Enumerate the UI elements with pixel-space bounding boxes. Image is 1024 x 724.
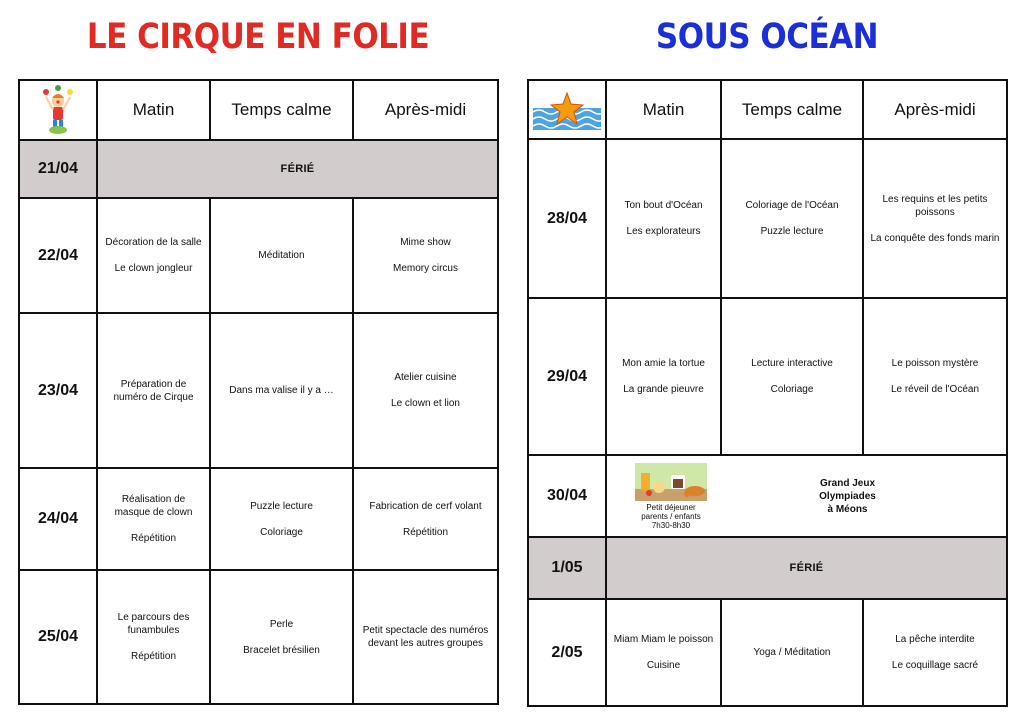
breakfast-line: parents / enfants: [641, 511, 701, 521]
activity: Méditation: [258, 250, 305, 261]
starfish-waves-icon: [533, 90, 601, 130]
activity-cell-temps-calme: [210, 570, 353, 704]
activity: Préparation de numéro de Cirque: [113, 378, 194, 403]
column-header-apres-midi: Après-midi: [353, 80, 498, 140]
day-date: 21/04: [19, 140, 97, 198]
activity: Répétition: [402, 526, 449, 538]
day-row: [19, 468, 498, 570]
holiday-cell: FÉRIÉ: [97, 140, 498, 198]
breakfast-event: [627, 463, 715, 530]
day-date: 25/04: [19, 570, 97, 704]
activity: La conquête des fonds marin: [870, 232, 1000, 244]
activity-cell-apres-midi: [353, 570, 498, 704]
breakfast-line: Petit déjeuner: [646, 502, 696, 512]
day-row: [528, 298, 1007, 455]
activity: Coloriage: [770, 384, 814, 395]
clown-juggler-icon: [38, 84, 78, 136]
activity: Le clown jongleur: [114, 263, 193, 274]
activity-cell-matin: [97, 198, 210, 313]
activity-cell-temps-calme: [721, 599, 863, 706]
day-row: [19, 140, 498, 198]
special-event-cell: [606, 455, 1007, 537]
header-row: [528, 80, 1007, 139]
column-header-temps-calme: Temps calme: [721, 80, 863, 139]
activity-cell-apres-midi: [863, 599, 1007, 706]
activity: Puzzle lecture: [760, 226, 824, 237]
column-header-apres-midi: Après-midi: [863, 80, 1007, 139]
activity-cell-temps-calme: [210, 468, 353, 570]
header-row: [19, 80, 498, 140]
activity-cell-matin: [97, 570, 210, 704]
activity-cell-temps-calme: [210, 313, 353, 468]
activity-cell-apres-midi: [863, 139, 1007, 298]
activity: Répétition: [130, 533, 177, 544]
activity: Décoration de la salle: [105, 237, 202, 248]
activity: Dans ma valise il y a …: [229, 385, 334, 396]
activity: Bracelet brésilien: [243, 644, 320, 656]
activity-cell-temps-calme: [721, 139, 863, 298]
activity-cell-temps-calme: [210, 198, 353, 313]
activity: Le poisson mystère: [891, 358, 979, 369]
activity: Cuisine: [646, 660, 681, 671]
activity: Ton bout d'Océan: [624, 200, 703, 211]
activity: Le parcours des funambules: [117, 612, 190, 636]
activity: Memory circus: [392, 263, 458, 274]
breakfast-line: 7h30-8h30: [651, 520, 691, 530]
activity: Puzzle lecture: [250, 500, 313, 512]
cirque-title: LE CIRQUE EN FOLIE: [86, 16, 430, 58]
day-date: 30/04: [528, 455, 606, 537]
day-row: [528, 455, 1007, 537]
activity: Coloriage: [260, 526, 303, 538]
activity: Mime show: [400, 237, 451, 248]
games-line: Olympiades: [819, 490, 876, 502]
activity: Le clown et lion: [391, 398, 460, 409]
day-date: 23/04: [19, 313, 97, 468]
column-header-matin: Matin: [606, 80, 721, 139]
activity-cell-apres-midi: [353, 468, 498, 570]
activity-cell-matin: [97, 468, 210, 570]
cirque-header-icon-cell: [19, 80, 97, 140]
column-header-temps-calme: Temps calme: [210, 80, 353, 140]
activity: Coloriage de l'Océan: [745, 200, 839, 211]
activity-cell-temps-calme: [721, 298, 863, 455]
activity-cell-apres-midi: [353, 313, 498, 468]
activity: Lecture interactive: [751, 358, 833, 369]
day-date: 28/04: [528, 139, 606, 298]
activity: Perle: [269, 618, 294, 630]
activity: Miam Miam le poisson: [613, 634, 714, 645]
activity: Répétition: [130, 651, 177, 662]
activity: Les explorateurs: [626, 226, 701, 237]
activity-cell-apres-midi: [353, 198, 498, 313]
activity-cell-matin: [606, 599, 721, 706]
holiday-cell: FÉRIÉ: [606, 537, 1007, 599]
activity: Le coquillage sacré: [891, 660, 979, 671]
activity: Petit spectacle des numéros devant les autres groupes: [362, 625, 489, 649]
day-row: [19, 570, 498, 704]
activity-cell-matin: [97, 313, 210, 468]
activity-cell-matin: [606, 298, 721, 455]
ocean-title: SOUS OCÉAN: [655, 16, 879, 58]
activity: Les requins et les petits poissons: [882, 193, 988, 218]
activity: Réalisation de masque de clown: [114, 494, 193, 518]
activity: Fabrication de cerf volant: [369, 500, 482, 512]
day-row: [528, 537, 1007, 599]
activity: Atelier cuisine: [394, 372, 457, 383]
activity-cell-apres-midi: [863, 298, 1007, 455]
day-row: [528, 139, 1007, 298]
ocean-header-icon-cell: [528, 80, 606, 139]
activity: La grande pieuvre: [623, 384, 704, 395]
day-date: 22/04: [19, 198, 97, 313]
ocean-schedule-table: [527, 79, 1008, 707]
activity-cell-matin: [606, 139, 721, 298]
day-date: 2/05: [528, 599, 606, 706]
breakfast-photo: [635, 463, 707, 501]
day-row: [19, 198, 498, 313]
games-event: [715, 477, 1000, 516]
day-date: 24/04: [19, 468, 97, 570]
day-row: [19, 313, 498, 468]
column-header-matin: Matin: [97, 80, 210, 140]
activity: Yoga / Méditation: [753, 647, 831, 658]
cirque-schedule-table: [18, 79, 499, 705]
day-date: 29/04: [528, 298, 606, 455]
activity: Mon amie la tortue: [622, 358, 705, 369]
activity: Le réveil de l'Océan: [890, 384, 980, 395]
games-line: Grand Jeux: [819, 477, 876, 489]
games-line: à Méons: [827, 503, 868, 515]
activity: La pêche interdite: [895, 634, 975, 645]
day-row: [528, 599, 1007, 706]
day-date: 1/05: [528, 537, 606, 599]
